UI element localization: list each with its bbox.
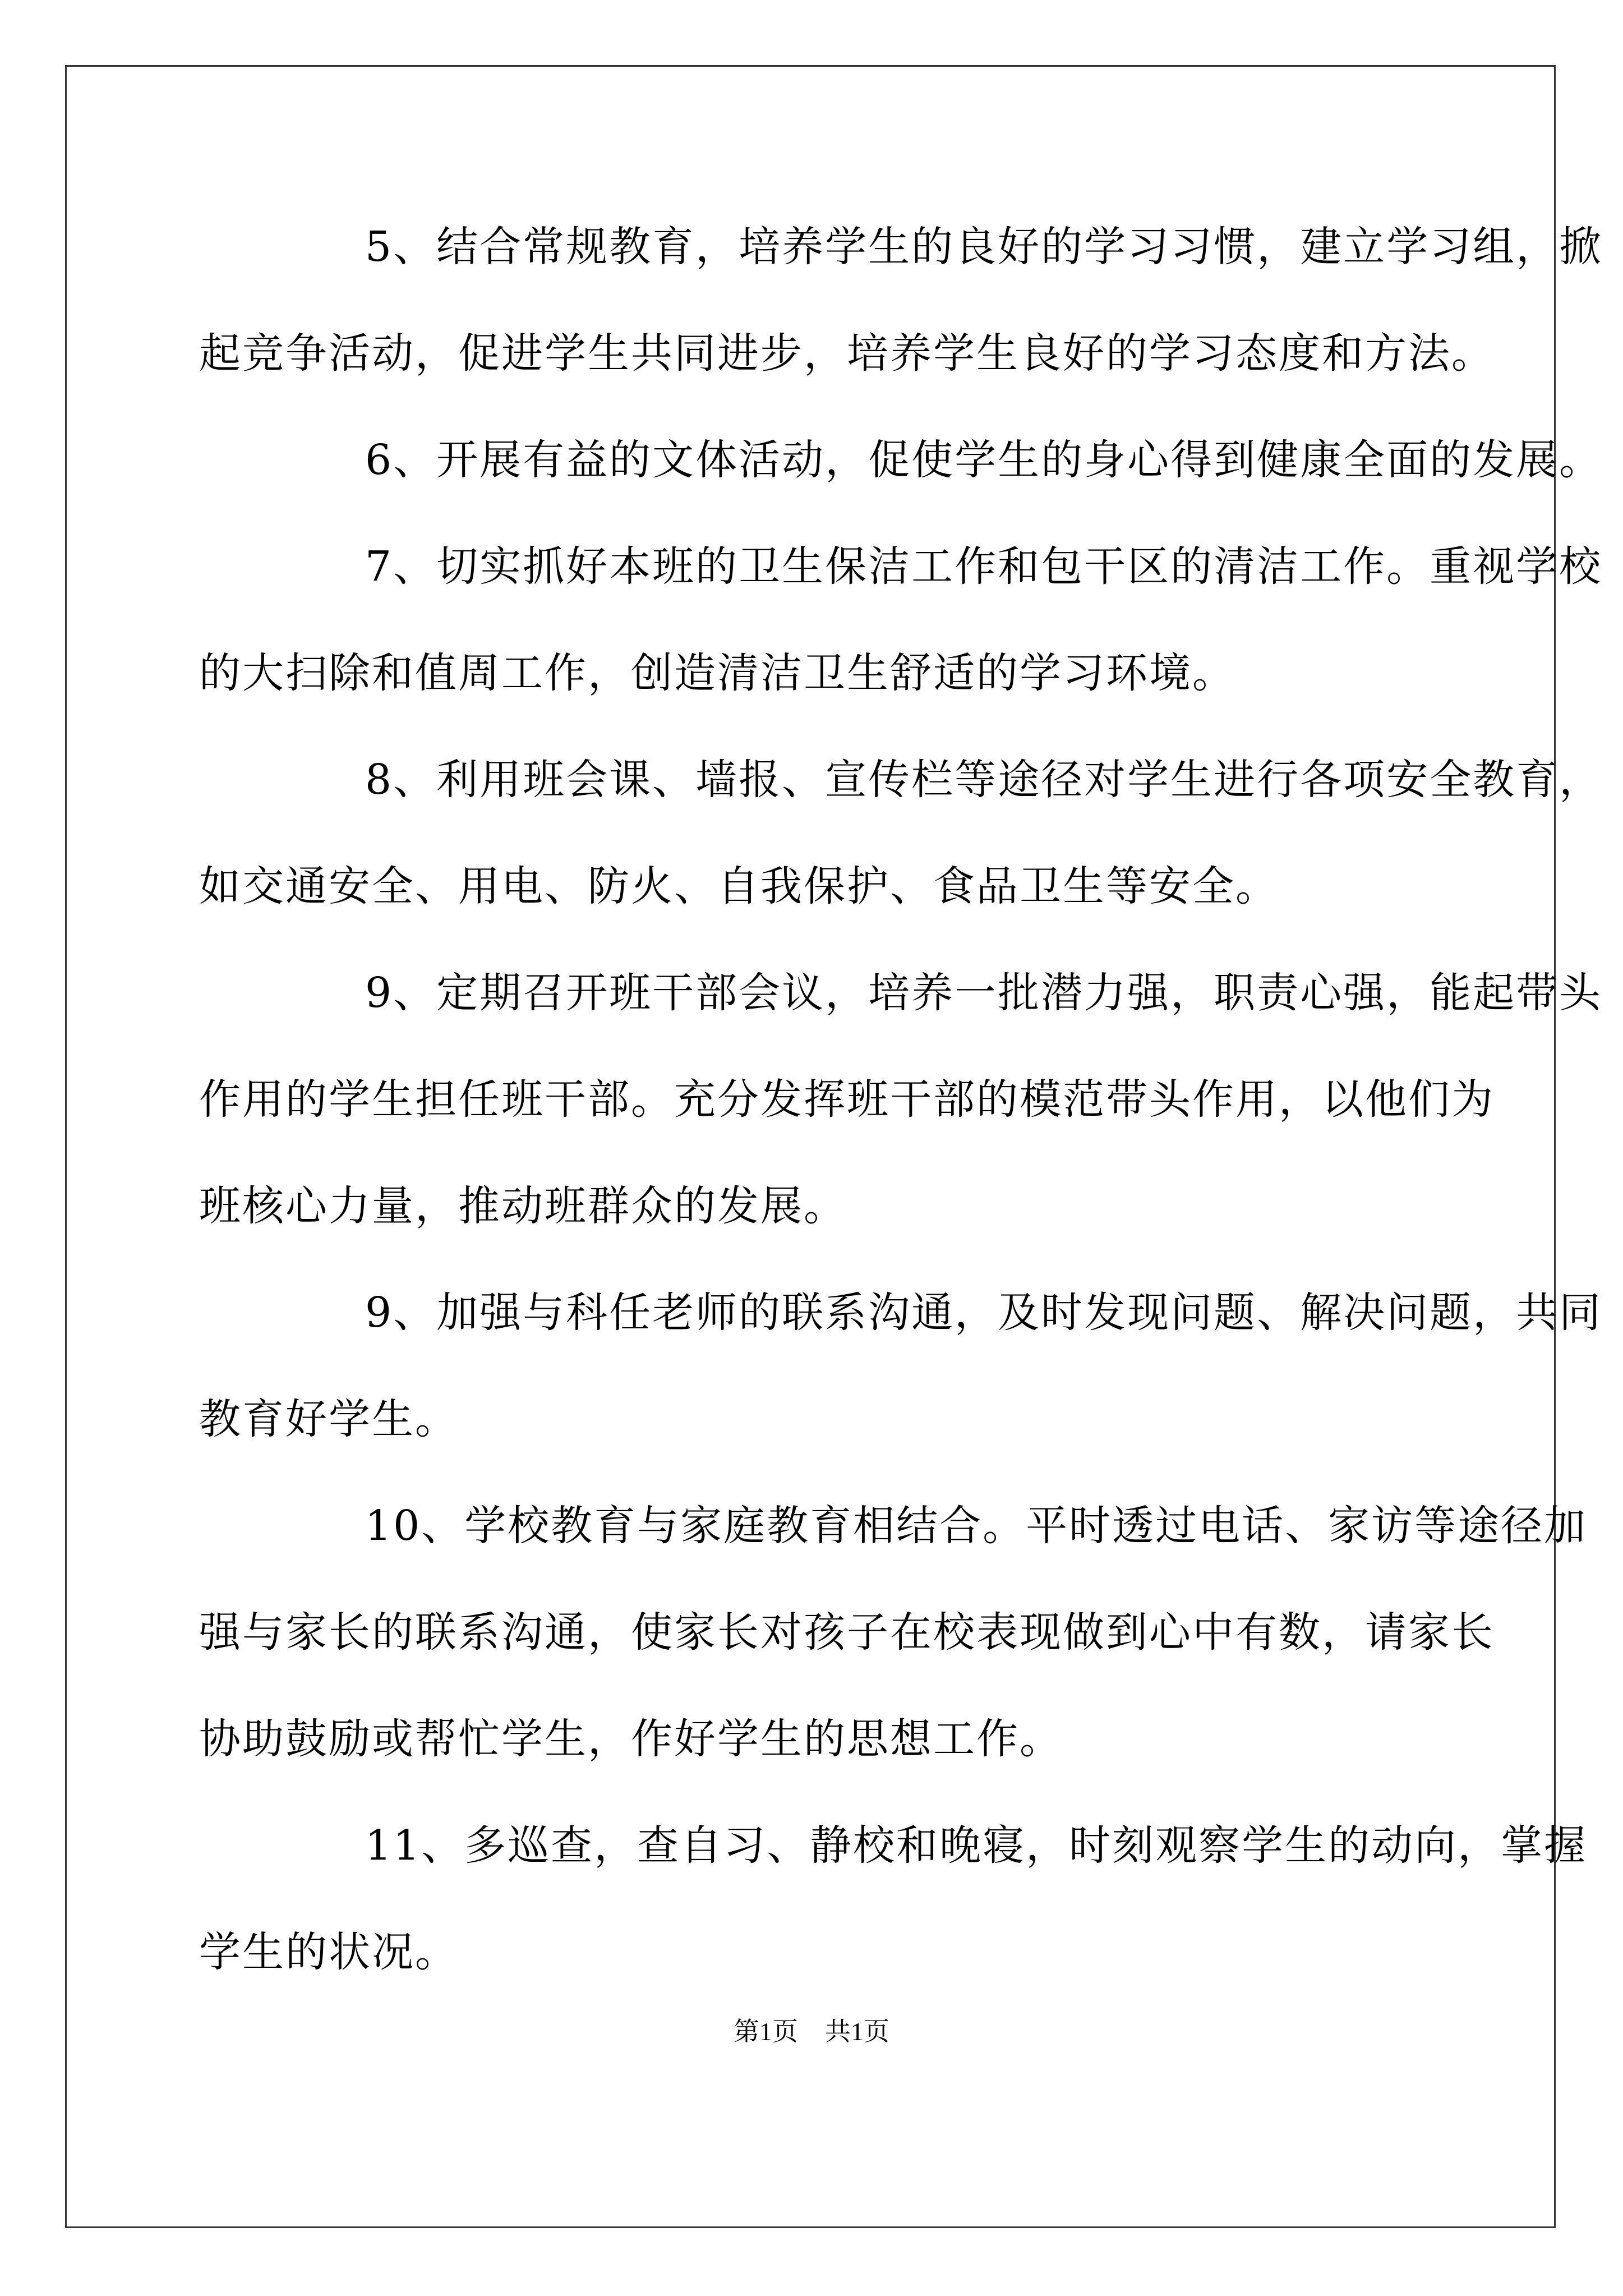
text-line: 班核心力量，推动班群众的发展。 — [199, 1182, 847, 1230]
paragraph — [199, 940, 1603, 1259]
paragraph — [199, 1792, 1588, 2005]
text-line: 11、多巡查，查自习、静校和晚寝，时刻观察学生的动向，掌握 — [365, 1821, 1588, 1870]
paragraph — [199, 1473, 1588, 1792]
paragraph — [199, 726, 1603, 940]
page-footer — [0, 2011, 1623, 2048]
text-line: 的大扫除和值周工作，创造清洁卫生舒适的学习环境。 — [199, 649, 1235, 697]
page-number: 第1页 — [734, 2017, 798, 2046]
page-total: 共1页 — [825, 2017, 889, 2046]
text-line: 如交通安全、用电、防火、自我保护、食品卫生等安全。 — [199, 862, 1279, 910]
paragraph — [199, 513, 1603, 726]
text-line: 教育好学生。 — [199, 1395, 458, 1443]
text-line: 9、加强与科任老师的联系沟通，及时发现问题、解决问题，共同 — [365, 1289, 1603, 1337]
text-line: 起竞争活动，促进学生共同进步，培养学生良好的学习态度和方法。 — [199, 329, 1495, 378]
text-line: 5、结合常规教育，培养学生的良好的学习习惯，建立学习组，掀 — [365, 223, 1603, 271]
text-line: 协助鼓励或帮忙学生，作好学生的思想工作。 — [199, 1715, 1063, 1763]
text-line: 8、利用班会课、墙报、宣传栏等途径对学生进行各项安全教育， — [365, 756, 1603, 804]
paragraph — [199, 407, 1603, 513]
text-line: 9、定期召开班干部会议，培养一批潜力强，职责心强，能起带头 — [365, 969, 1603, 1017]
paragraph — [199, 1259, 1603, 1473]
text-line: 10、学校教育与家庭教育相结合。平时透过电话、家访等途径加 — [365, 1502, 1588, 1550]
text-line: 强与家长的联系沟通，使家长对孩子在校表现做到心中有数，请家长 — [199, 1608, 1495, 1657]
text-line: 7、切实抓好本班的卫生保洁工作和包干区的清洁工作。重视学校 — [365, 542, 1603, 591]
paragraph — [199, 194, 1603, 407]
text-line: 6、开展有益的文体活动，促使学生的身心得到健康全面的发展。 — [365, 436, 1603, 484]
text-line: 作用的学生担任班干部。充分发挥班干部的模范带头作用，以他们为 — [199, 1075, 1495, 1124]
document-body — [199, 194, 1603, 2005]
text-line: 学生的状况。 — [199, 1928, 458, 1976]
